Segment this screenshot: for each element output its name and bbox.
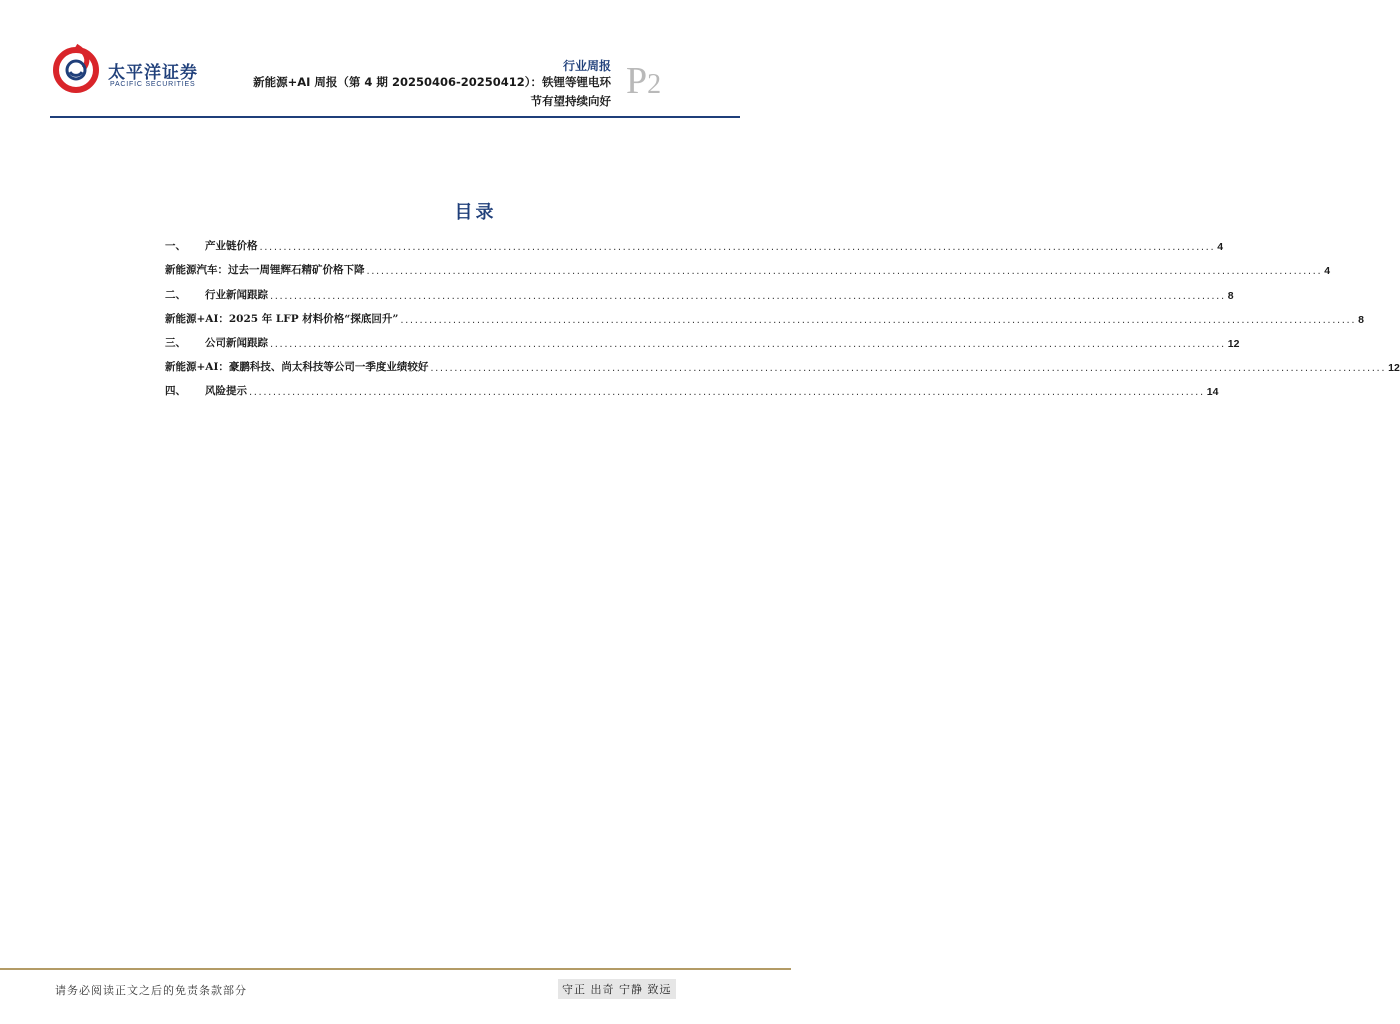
- toc-entry[interactable]: [165, 350, 1400, 375]
- toc-entry-label: 新能源+AI：2025 年 LFP 材料价格“探底回升”: [165, 312, 399, 325]
- logo-emblem-icon: [50, 42, 104, 96]
- toc-title: 目录: [454, 202, 497, 223]
- toc-entry[interactable]: [165, 374, 1219, 399]
- toc-entry[interactable]: [165, 229, 1224, 254]
- toc-leader-dots: ........................................................................................................................................................................................................: [430, 363, 1387, 375]
- logo-cn-text: 太平洋证券: [108, 63, 198, 83]
- toc-leader-dots: ........................................................................................................................................................................................................: [270, 290, 1226, 302]
- table-of-contents: [165, 229, 1400, 399]
- toc-entry-label: 产业链价格: [205, 240, 258, 253]
- toc-entry[interactable]: [165, 326, 1240, 350]
- toc-leader-dots: ........................................................................................................................................................................................................: [270, 338, 1226, 350]
- report-title-line2: 节有望持续向好: [530, 94, 611, 108]
- toc-entry-label: 新能源汽车：过去一周锂辉石精矿价格下降: [165, 264, 365, 277]
- footer-rule: [0, 968, 791, 970]
- logo-en-text: PACIFIC SECURITIES: [110, 81, 196, 88]
- toc-entry-label: 新能源+AI：豪鹏科技、尚太科技等公司一季度业绩较好: [165, 361, 429, 374]
- report-title: [191, 73, 611, 111]
- footer-disclaimer: 请务必阅读正文之后的免责条款部分: [55, 984, 247, 997]
- page-number: [626, 62, 661, 100]
- toc-leader-dots: ........................................................................................................................................................................................................: [400, 314, 1357, 326]
- toc-leader-dots: ........................................................................................................................................................................................................: [259, 242, 1216, 254]
- toc-entry-number: 四、: [165, 385, 186, 398]
- toc-entry-page: 14: [1206, 386, 1219, 399]
- toc-entry-label: 风险提示: [205, 385, 247, 398]
- toc-entry-page: 12: [1227, 337, 1240, 350]
- toc-entry-label: 行业新闻跟踪: [205, 288, 268, 301]
- toc-entry-page: 8: [1358, 313, 1364, 326]
- toc-entry-page: 8: [1227, 289, 1234, 302]
- report-title-line1: 新能源+AI 周报（第 4 期 20250406-20250412）：铁锂等锂电环: [253, 75, 611, 89]
- toc-entry-page: 4: [1217, 241, 1224, 254]
- header-rule: [50, 116, 740, 118]
- toc-leader-dots: ........................................................................................................................................................................................................: [249, 387, 1205, 399]
- toc-entry-number: 三、: [165, 336, 186, 349]
- toc-entry-page: 12: [1388, 362, 1400, 375]
- page-number-value: 2: [647, 69, 662, 100]
- toc-leader-dots: ........................................................................................................................................................................................................: [366, 266, 1323, 278]
- company-logo: [50, 42, 210, 96]
- toc-entry[interactable]: [165, 277, 1234, 302]
- footer-motto: 守正 出奇 宁静 致远: [558, 979, 676, 999]
- toc-entry[interactable]: [165, 302, 1364, 326]
- toc-entry-number: 二、: [165, 288, 186, 301]
- toc-entry-page: 4: [1324, 265, 1331, 278]
- toc-entry-number: 一、: [165, 240, 186, 253]
- report-type: 行业周报: [562, 59, 611, 73]
- toc-entry-label: 公司新闻跟踪: [205, 336, 268, 349]
- toc-entry[interactable]: [165, 253, 1331, 278]
- page-prefix: P: [626, 60, 648, 102]
